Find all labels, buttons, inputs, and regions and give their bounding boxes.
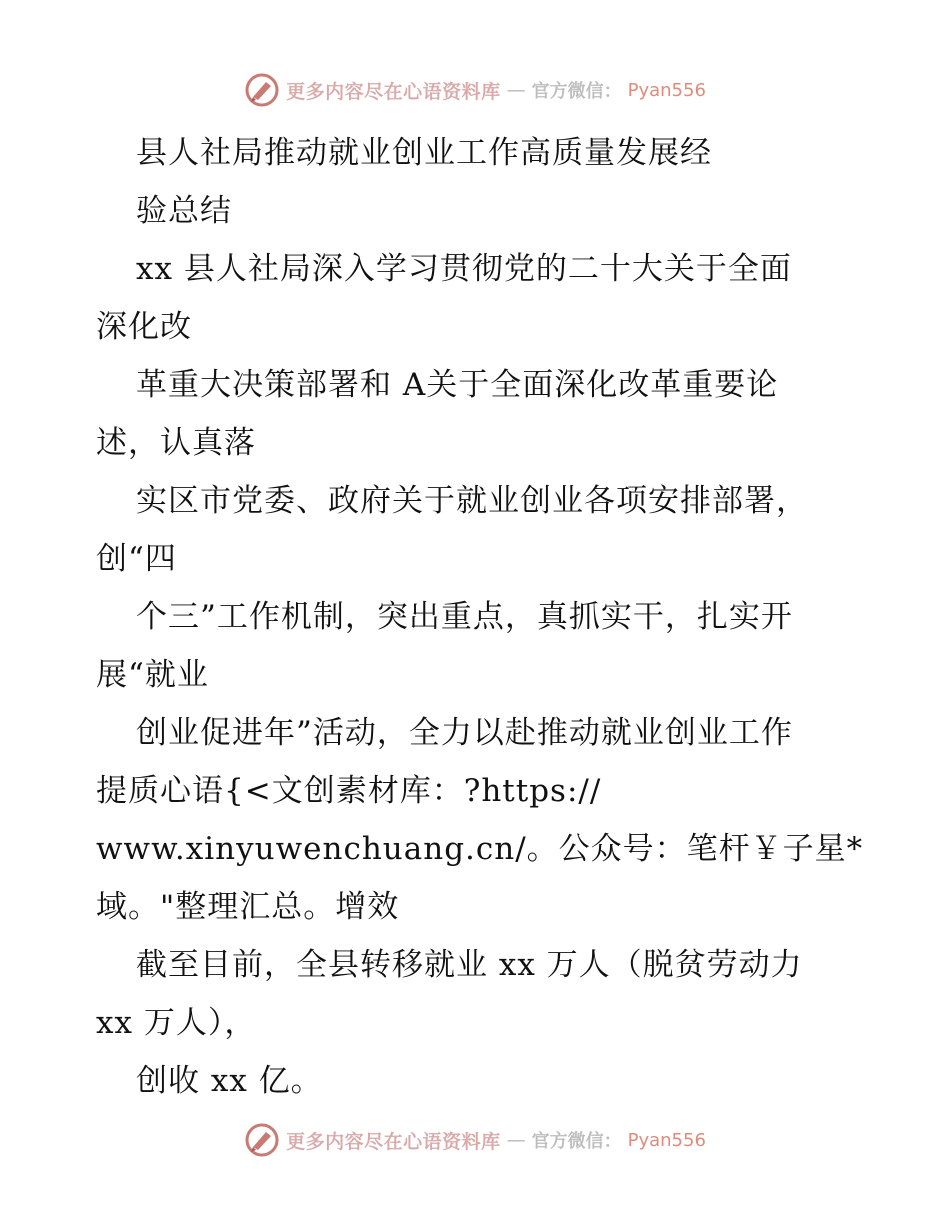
watermark-dash: —	[506, 1129, 526, 1151]
watermark-wechat-id: Pyan556	[627, 1129, 706, 1151]
doc-line: 述，认真落	[96, 425, 256, 461]
doc-line: 实区市党委、政府关于就业创业各项安排部署，	[136, 483, 808, 519]
watermark-main-text: 更多内容尽在心语资料库	[286, 80, 501, 103]
watermark-header	[0, 68, 950, 112]
watermark-dash: —	[506, 79, 526, 101]
doc-line: xx 万人），	[96, 1005, 257, 1041]
doc-line: 创业促进年”活动，全力以赴推动就业创业工作	[136, 715, 793, 751]
watermark-main-text: 更多内容尽在心语资料库	[286, 1130, 501, 1153]
doc-line: 展“就业	[96, 657, 209, 693]
doc-line: 个三”工作机制，突出重点，真抓实干，扎实开	[136, 599, 793, 635]
watermark-wechat-id: Pyan556	[627, 79, 706, 101]
watermark-footer	[0, 1118, 950, 1162]
doc-line: 县人社局推动就业创业工作高质量发展经	[136, 135, 712, 171]
doc-line: 革重大决策部署和 A关于全面深化改革重要论	[136, 367, 779, 403]
document-body	[96, 124, 876, 1110]
doc-line: xx 县人社局深入学习贯彻党的二十大关于全面	[136, 251, 792, 287]
doc-line: 域。"整理汇总。增效	[96, 889, 400, 925]
doc-line: 提质心语{<文创素材库：?https://	[96, 773, 602, 809]
watermark-sub-text: 官方微信：	[531, 81, 622, 102]
pen-logo-icon	[244, 1122, 280, 1158]
watermark-sub-text: 官方微信：	[531, 1131, 622, 1152]
doc-line: 深化改	[96, 309, 192, 345]
doc-line: 截至目前，全县转移就业 xx 万人（脱贫劳动力	[136, 947, 803, 983]
doc-line: 创“四	[96, 541, 177, 577]
pen-logo-icon	[244, 72, 280, 108]
doc-line: 创收 xx 亿。	[136, 1063, 323, 1099]
doc-line: 验总结	[136, 193, 232, 229]
doc-line: www.xinyuwenchuang.cn/。公众号：笔杆￥子星*	[96, 831, 864, 867]
